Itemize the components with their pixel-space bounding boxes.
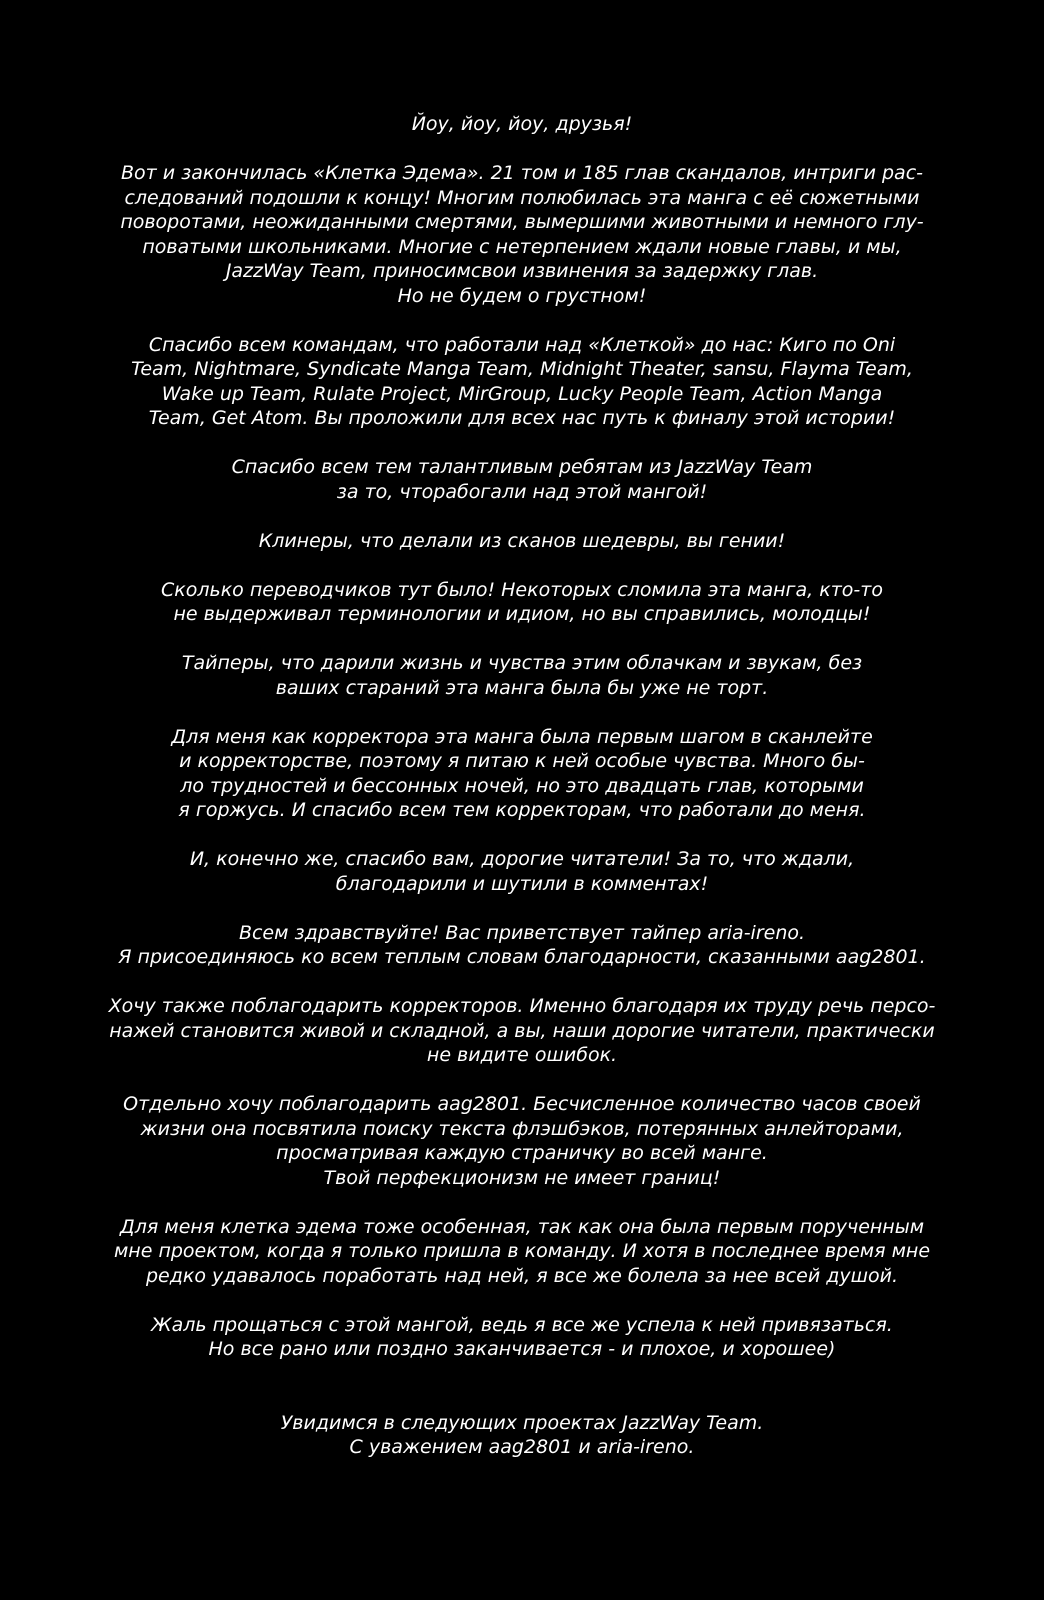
text-line: ваших стараний эта манга была бы уже не торт. [275, 676, 769, 699]
text-line: поворотами, неожиданными смертями, вымершими животными и немного глу- [120, 211, 924, 233]
text-line: просматривая каждую страничку во всей манге. [276, 1142, 768, 1164]
text-line: Team, Get Atom. Вы проложили для всех нас путь к финалу этой истории! [148, 407, 896, 429]
teams-thanks-paragraph [40, 333, 1004, 431]
translators-paragraph [40, 578, 1004, 627]
typers-paragraph [40, 651, 1004, 700]
text-line: Wake up Team, Rulate Project, MirGroup, Lucky People Team, Action Manga [161, 382, 883, 405]
text-line: Вот и закончилась «Клетка Эдема». 21 том и 185 глав скандалов, интриги рас- [120, 162, 924, 184]
jazzway-thanks-paragraph [40, 455, 1004, 504]
text-line: следований подошли к концу! Многим полюбилась эта манга с её сюжетными [124, 186, 920, 209]
text-line: Отдельно хочу поблагодарить aag2801. Бесчисленное количество часов своей [123, 1093, 921, 1115]
text-line: Всем здравствуйте! Вас приветствует тайпер aria-ireno. [238, 921, 806, 944]
text-line: Спасибо всем командам, что работали над «Клеткой» до нас: Киго по Oni [148, 333, 896, 356]
text-line: и корректорстве, поэтому я питаю к ней особые чувства. Много бы- [179, 750, 865, 772]
cleaners-paragraph [40, 529, 1004, 554]
text-line: ло трудностей и бессонных ночей, но это двадцать глав, которыми [180, 774, 864, 797]
text-line: Жаль прощаться с этой мангой, ведь я все же успела к ней привязаться. [151, 1313, 893, 1336]
text-line: не видите ошибок. [426, 1044, 618, 1066]
text-line: мне проектом, когда я только пришла в команду. И хотя в последнее время мне [113, 1240, 931, 1262]
text-line: я горжусь. И спасибо всем тем корректорам, что работали до меня. [178, 799, 866, 821]
text-line: за то, чторабогали над этой мангой! [336, 480, 708, 503]
greeting-paragraph [40, 112, 1004, 137]
text-line: И, конечно же, спасибо вам, дорогие читатели! За то, что ждали, [189, 848, 855, 870]
text-line: Клинеры, что делали из сканов шедевры, вы гении! [258, 529, 786, 552]
text-line: Но не будем о грустном! [397, 284, 647, 307]
text-line: редко удавалось поработать над ней, я все же болела за нее всей душой. [145, 1264, 899, 1287]
text-line: Team, Nightmare, Syndicate Manga Team, Midnight Theater, sansu, Flayma Team, [131, 358, 913, 380]
text-line: Хочу также поблагодарить корректоров. Именно благодаря их труду речь персо- [108, 995, 936, 1017]
credits-text [40, 112, 1004, 1484]
text-line: JazzWay Team, приносимсвои извинения за задержку глав. [225, 260, 819, 282]
spacer [40, 1386, 1004, 1411]
ending-paragraph [40, 161, 1004, 308]
text-line: Твой перфекционизм не имеет границ! [323, 1166, 721, 1189]
corrector-paragraph [40, 725, 1004, 823]
text-line: Но все рано или поздно заканчивается - и плохое, и хорошее) [208, 1338, 836, 1360]
farewell-paragraph [40, 1313, 1004, 1362]
text-line: Йоу, йоу, йоу, друзья! [411, 113, 633, 135]
text-line: Увидимся в следующих проектах JazzWay Team. [280, 1411, 764, 1434]
text-line: Тайперы, что дарили жизнь и чувства этим облачкам и звукам, без [181, 652, 863, 674]
text-line: Для меня клетка эдема тоже особенная, так как она была первым порученным [119, 1215, 925, 1238]
text-line: жизни она посвятила поиску текста флэшбэков, потерянных анлейторами, [140, 1117, 904, 1140]
special-project-paragraph [40, 1215, 1004, 1289]
text-line: С уважением aag2801 и aria-ireno. [349, 1436, 695, 1458]
text-line: нажей становится живой и складной, а вы, наши дорогие читатели, практически [109, 1019, 935, 1042]
text-line: поватыми школьниками. Многие с нетерпением ждали новые главы, и мы, [142, 235, 902, 258]
aag-thanks-paragraph [40, 1092, 1004, 1190]
text-line: не выдерживал терминологии и идиом, но вы справились, молодцы! [173, 603, 871, 625]
readers-thanks-paragraph [40, 847, 1004, 896]
signature-paragraph [40, 1411, 1004, 1460]
text-line: благодарили и шутили в комментах! [335, 872, 709, 895]
typer-greeting-paragraph [40, 921, 1004, 970]
text-line: Для меня как корректора эта манга была первым шагом в сканлейте [171, 725, 873, 748]
text-line: Сколько переводчиков тут было! Некоторых сломила эта манга, кто-то [161, 578, 883, 601]
correctors-thanks-paragraph [40, 994, 1004, 1068]
text-line: Я присоединяюсь ко всем теплым словам благодарности, сказанными aag2801. [118, 946, 926, 968]
text-line: Спасибо всем тем талантливым ребятам из JazzWay Team [231, 456, 813, 478]
